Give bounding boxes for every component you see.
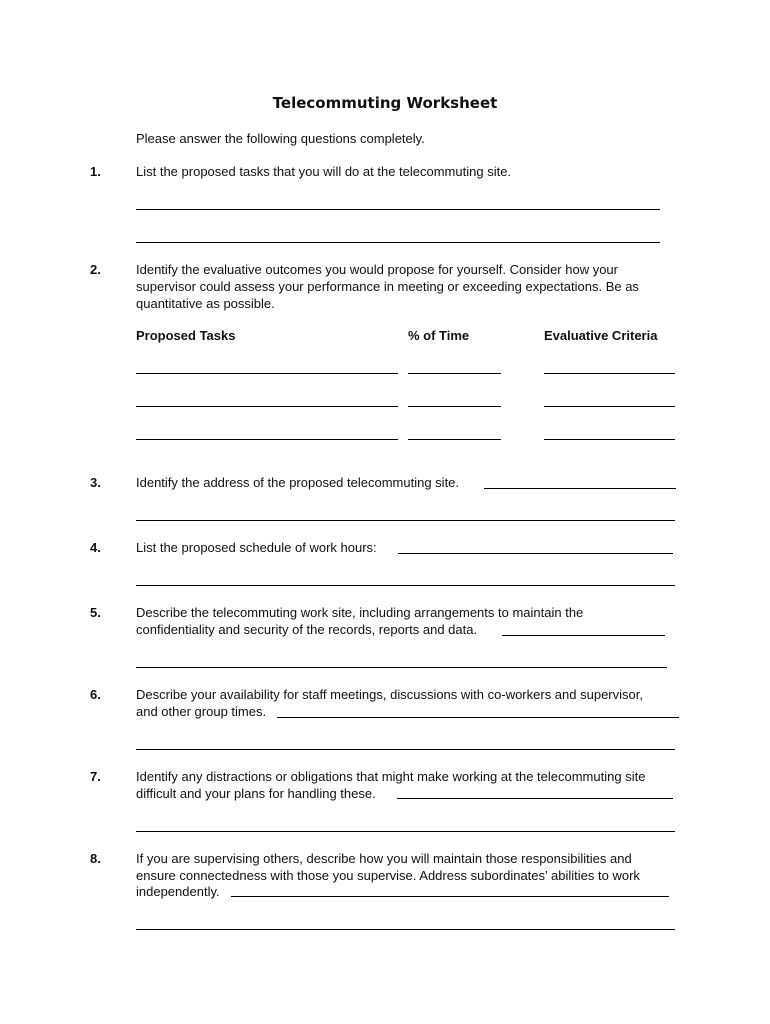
question-6-number: 6. xyxy=(90,687,101,702)
question-2-line-3: quantitative as possible. xyxy=(136,296,275,311)
answer-line-6a[interactable] xyxy=(277,717,679,718)
time-line-1[interactable] xyxy=(408,373,501,374)
task-line-2[interactable] xyxy=(136,406,398,407)
answer-line-7b[interactable] xyxy=(136,831,675,832)
question-5-line-2: confidentiality and security of the records, reports and data. xyxy=(136,622,478,637)
answer-line-8a[interactable] xyxy=(231,896,669,897)
answer-line-3b[interactable] xyxy=(136,520,675,521)
question-8-line-3: independently. xyxy=(136,884,220,899)
time-line-3[interactable] xyxy=(408,439,501,440)
answer-line-1a[interactable] xyxy=(136,209,660,210)
question-4-text: List the proposed schedule of work hours: xyxy=(136,540,377,555)
question-2-number: 2. xyxy=(90,262,101,277)
answer-line-4b[interactable] xyxy=(136,585,675,586)
task-line-1[interactable] xyxy=(136,373,398,374)
question-3-number: 3. xyxy=(90,475,101,490)
question-8-line-2: ensure connectedness with those you supervise. Address subordinates’ abilities to work xyxy=(136,868,640,883)
answer-line-4a[interactable] xyxy=(398,553,673,554)
column-header-percent-time: % of Time xyxy=(408,328,470,343)
criteria-line-3[interactable] xyxy=(544,439,675,440)
answer-line-7a[interactable] xyxy=(397,798,673,799)
question-4-number: 4. xyxy=(90,540,101,555)
intro-text: Please answer the following questions completely. xyxy=(136,131,425,146)
answer-line-8b[interactable] xyxy=(136,929,675,930)
page-title: Telecommuting Worksheet xyxy=(272,94,498,112)
task-line-3[interactable] xyxy=(136,439,398,440)
question-8-number: 8. xyxy=(90,851,101,866)
question-6-line-1: Describe your availability for staff meetings, discussions with co-workers and supervisor, xyxy=(136,687,643,702)
question-5-number: 5. xyxy=(90,605,101,620)
question-2-line-1: Identify the evaluative outcomes you would propose for yourself. Consider how your xyxy=(136,262,618,277)
question-5-line-1: Describe the telecommuting work site, including arrangements to maintain the xyxy=(136,605,584,620)
column-header-evaluative-criteria: Evaluative Criteria xyxy=(544,328,658,343)
answer-line-3a[interactable] xyxy=(484,488,676,489)
question-7-number: 7. xyxy=(90,769,101,784)
question-3-text: Identify the address of the proposed telecommuting site. xyxy=(136,475,460,490)
question-1-text: List the proposed tasks that you will do at the telecommuting site. xyxy=(136,164,512,179)
answer-line-5b[interactable] xyxy=(136,667,667,668)
question-7-line-2: difficult and your plans for handling these. xyxy=(136,786,376,801)
answer-line-5a[interactable] xyxy=(502,635,665,636)
column-header-proposed-tasks: Proposed Tasks xyxy=(136,328,236,343)
question-7-line-1: Identify any distractions or obligations that might make working at the telecommuting site xyxy=(136,769,646,784)
criteria-line-1[interactable] xyxy=(544,373,675,374)
answer-line-1b[interactable] xyxy=(136,242,660,243)
question-6-line-2: and other group times. xyxy=(136,704,267,719)
question-1-number: 1. xyxy=(90,164,101,179)
answer-line-6b[interactable] xyxy=(136,749,675,750)
question-2-line-2: supervisor could assess your performance in meeting or exceeding expectations. Be as xyxy=(136,279,639,294)
criteria-line-2[interactable] xyxy=(544,406,675,407)
time-line-2[interactable] xyxy=(408,406,501,407)
question-8-line-1: If you are supervising others, describe how you will maintain those responsibilities and xyxy=(136,851,632,866)
